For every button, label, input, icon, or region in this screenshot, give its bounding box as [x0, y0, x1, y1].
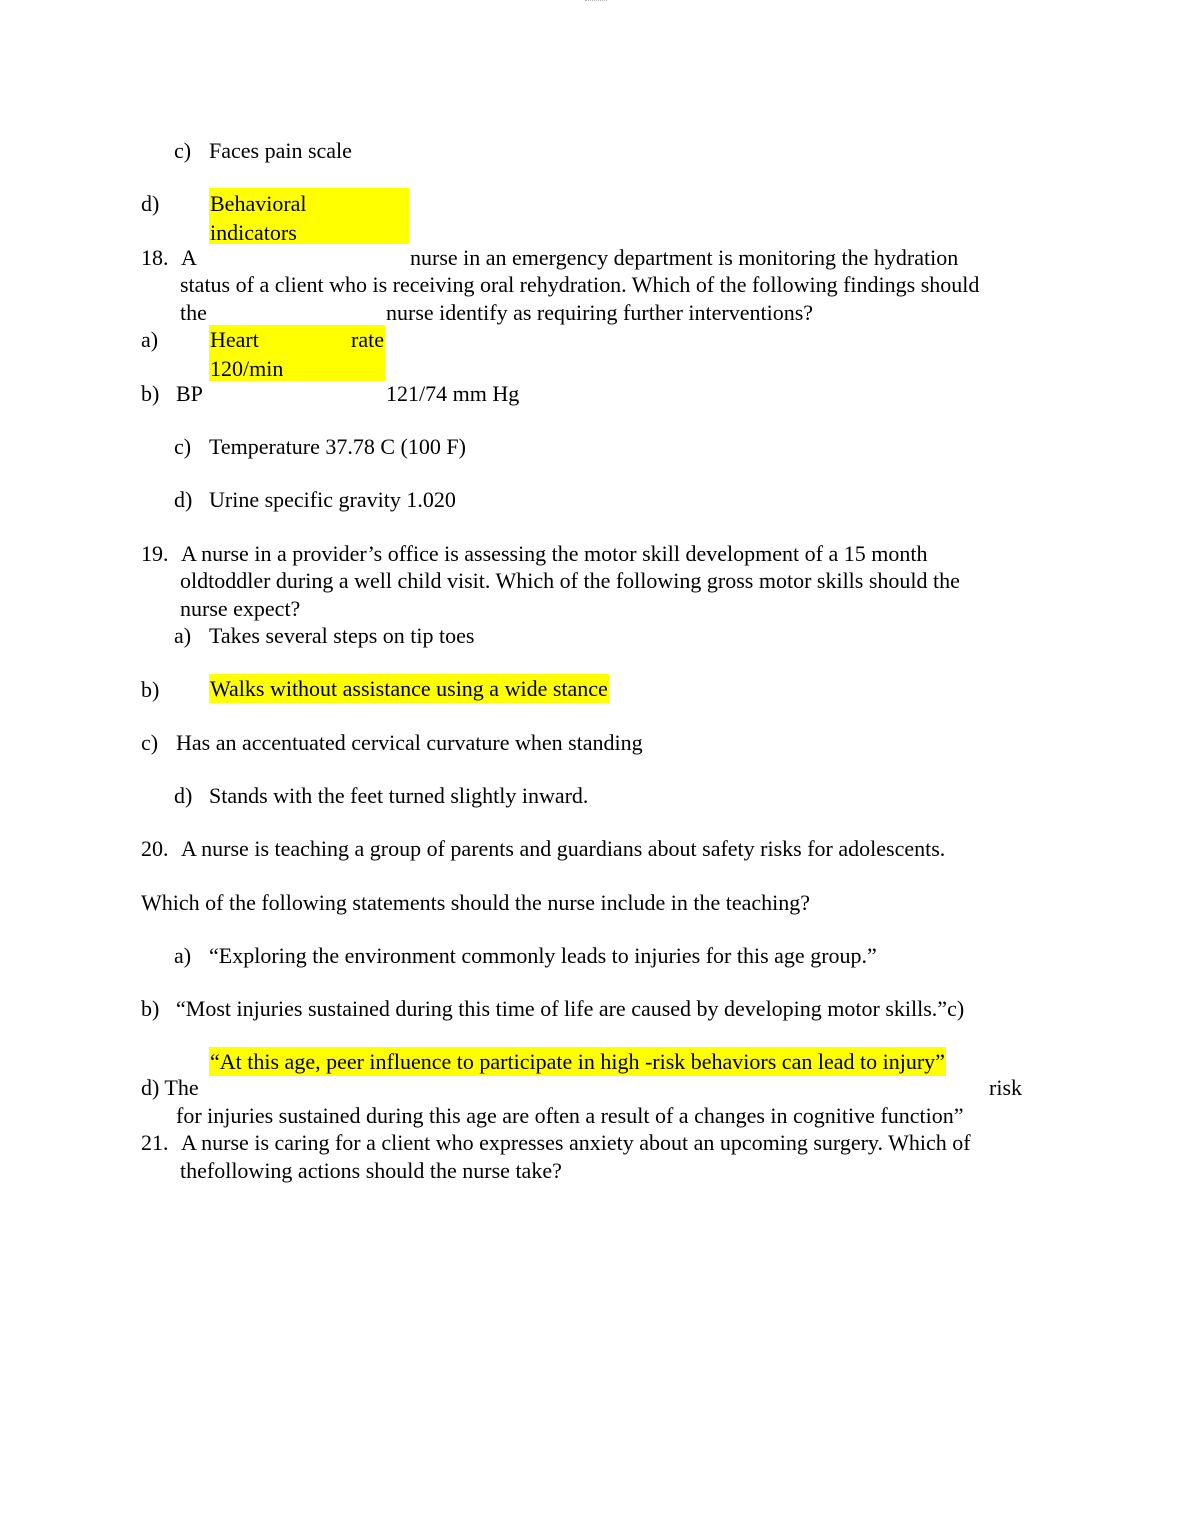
- q20-number: 20.: [141, 836, 169, 861]
- q21-stem-line2: thefollowing actions should the nurse take?: [180, 1158, 562, 1183]
- q18-option-b-marker: b): [141, 381, 160, 406]
- q20-option-b-text: “Most injuries sustained during this time of life are caused by developing motor skills.”c): [176, 996, 965, 1021]
- q18-option-c-marker: c): [174, 434, 192, 459]
- q18-option-c-text: Temperature 37.78 C (100 F): [209, 434, 466, 459]
- q18-stem-line3-end: nurse identify as requiring further interventions?: [386, 300, 814, 325]
- q18-option-d-text: Urine specific gravity 1.020: [209, 487, 456, 512]
- q18-option-a-word-heart: Heart: [210, 327, 259, 352]
- q20-stem-line1: A nurse is teaching a group of parents and guardians about safety risks for adolescents.: [181, 836, 946, 861]
- q20-option-d-line1-end: risk: [989, 1075, 1022, 1100]
- q20-option-a-marker: a): [174, 943, 192, 968]
- q20-option-d-line1-start: d) The: [141, 1075, 199, 1100]
- q18-stem-line3-start: the: [180, 300, 207, 325]
- q17-option-c-marker: c): [174, 138, 192, 163]
- q18-stem-line2: status of a client who is receiving oral rehydration. Which of the following findings should: [180, 272, 980, 297]
- q18-option-b-text-start: BP: [176, 381, 203, 406]
- q19-stem-line3: nurse expect?: [180, 596, 301, 621]
- q17-option-d-line2: indicators: [210, 220, 297, 245]
- q19-option-a-marker: a): [174, 623, 192, 648]
- q17-option-d-marker: d): [141, 191, 160, 216]
- q18-option-a-line2: 120/min: [210, 356, 284, 381]
- q17-option-c-text: Faces pain scale: [209, 138, 352, 163]
- q21-number: 21.: [141, 1130, 169, 1155]
- q18-stem-line1-start: A: [181, 245, 197, 270]
- q19-stem-line1: A nurse in a provider’s office is assessing the motor skill development of a 15 month: [181, 541, 928, 566]
- q20-option-a-text: “Exploring the environment commonly leads to injuries for this age group.”: [209, 943, 877, 968]
- q19-option-a-text: Takes several steps on tip toes: [209, 623, 475, 648]
- q19-option-b-text: Walks without assistance using a wide stance: [210, 676, 608, 701]
- q19-option-d-marker: d): [174, 783, 193, 808]
- header-mark: [585, 0, 607, 2]
- q19-option-b-marker: b): [141, 677, 160, 702]
- q18-option-b-text-end: 121/74 mm Hg: [386, 381, 520, 406]
- q18-option-a-word-rate: rate: [351, 327, 384, 352]
- q18-option-a-marker: a): [141, 327, 159, 352]
- q19-number: 19.: [141, 541, 169, 566]
- q19-option-c-marker: c): [141, 730, 159, 755]
- q20-option-b-marker: b): [141, 996, 160, 1021]
- q20-stem-line2: Which of the following statements should the nurse include in the teaching?: [141, 890, 810, 915]
- q21-stem-line1: A nurse is caring for a client who expresses anxiety about an upcoming surgery. Which of: [181, 1130, 971, 1155]
- q19-option-d-text: Stands with the feet turned slightly inward.: [209, 783, 589, 808]
- q19-stem-line2: oldtoddler during a well child visit. Which of the following gross motor skills should the: [180, 568, 960, 593]
- q18-option-d-marker: d): [174, 487, 193, 512]
- q18-number: 18.: [141, 245, 169, 270]
- q19-option-c-text: Has an accentuated cervical curvature when standing: [176, 730, 643, 755]
- q20-option-c-text: “At this age, peer influence to participate in high -risk behaviors can lead to injury”: [210, 1049, 945, 1074]
- q20-option-d-line2: for injuries sustained during this age are often a result of a changes in cognitive function”: [176, 1103, 964, 1128]
- q18-stem-line1-end: nurse in an emergency department is monitoring the hydration: [410, 245, 959, 270]
- q17-option-d-line1: Behavioral: [210, 191, 307, 216]
